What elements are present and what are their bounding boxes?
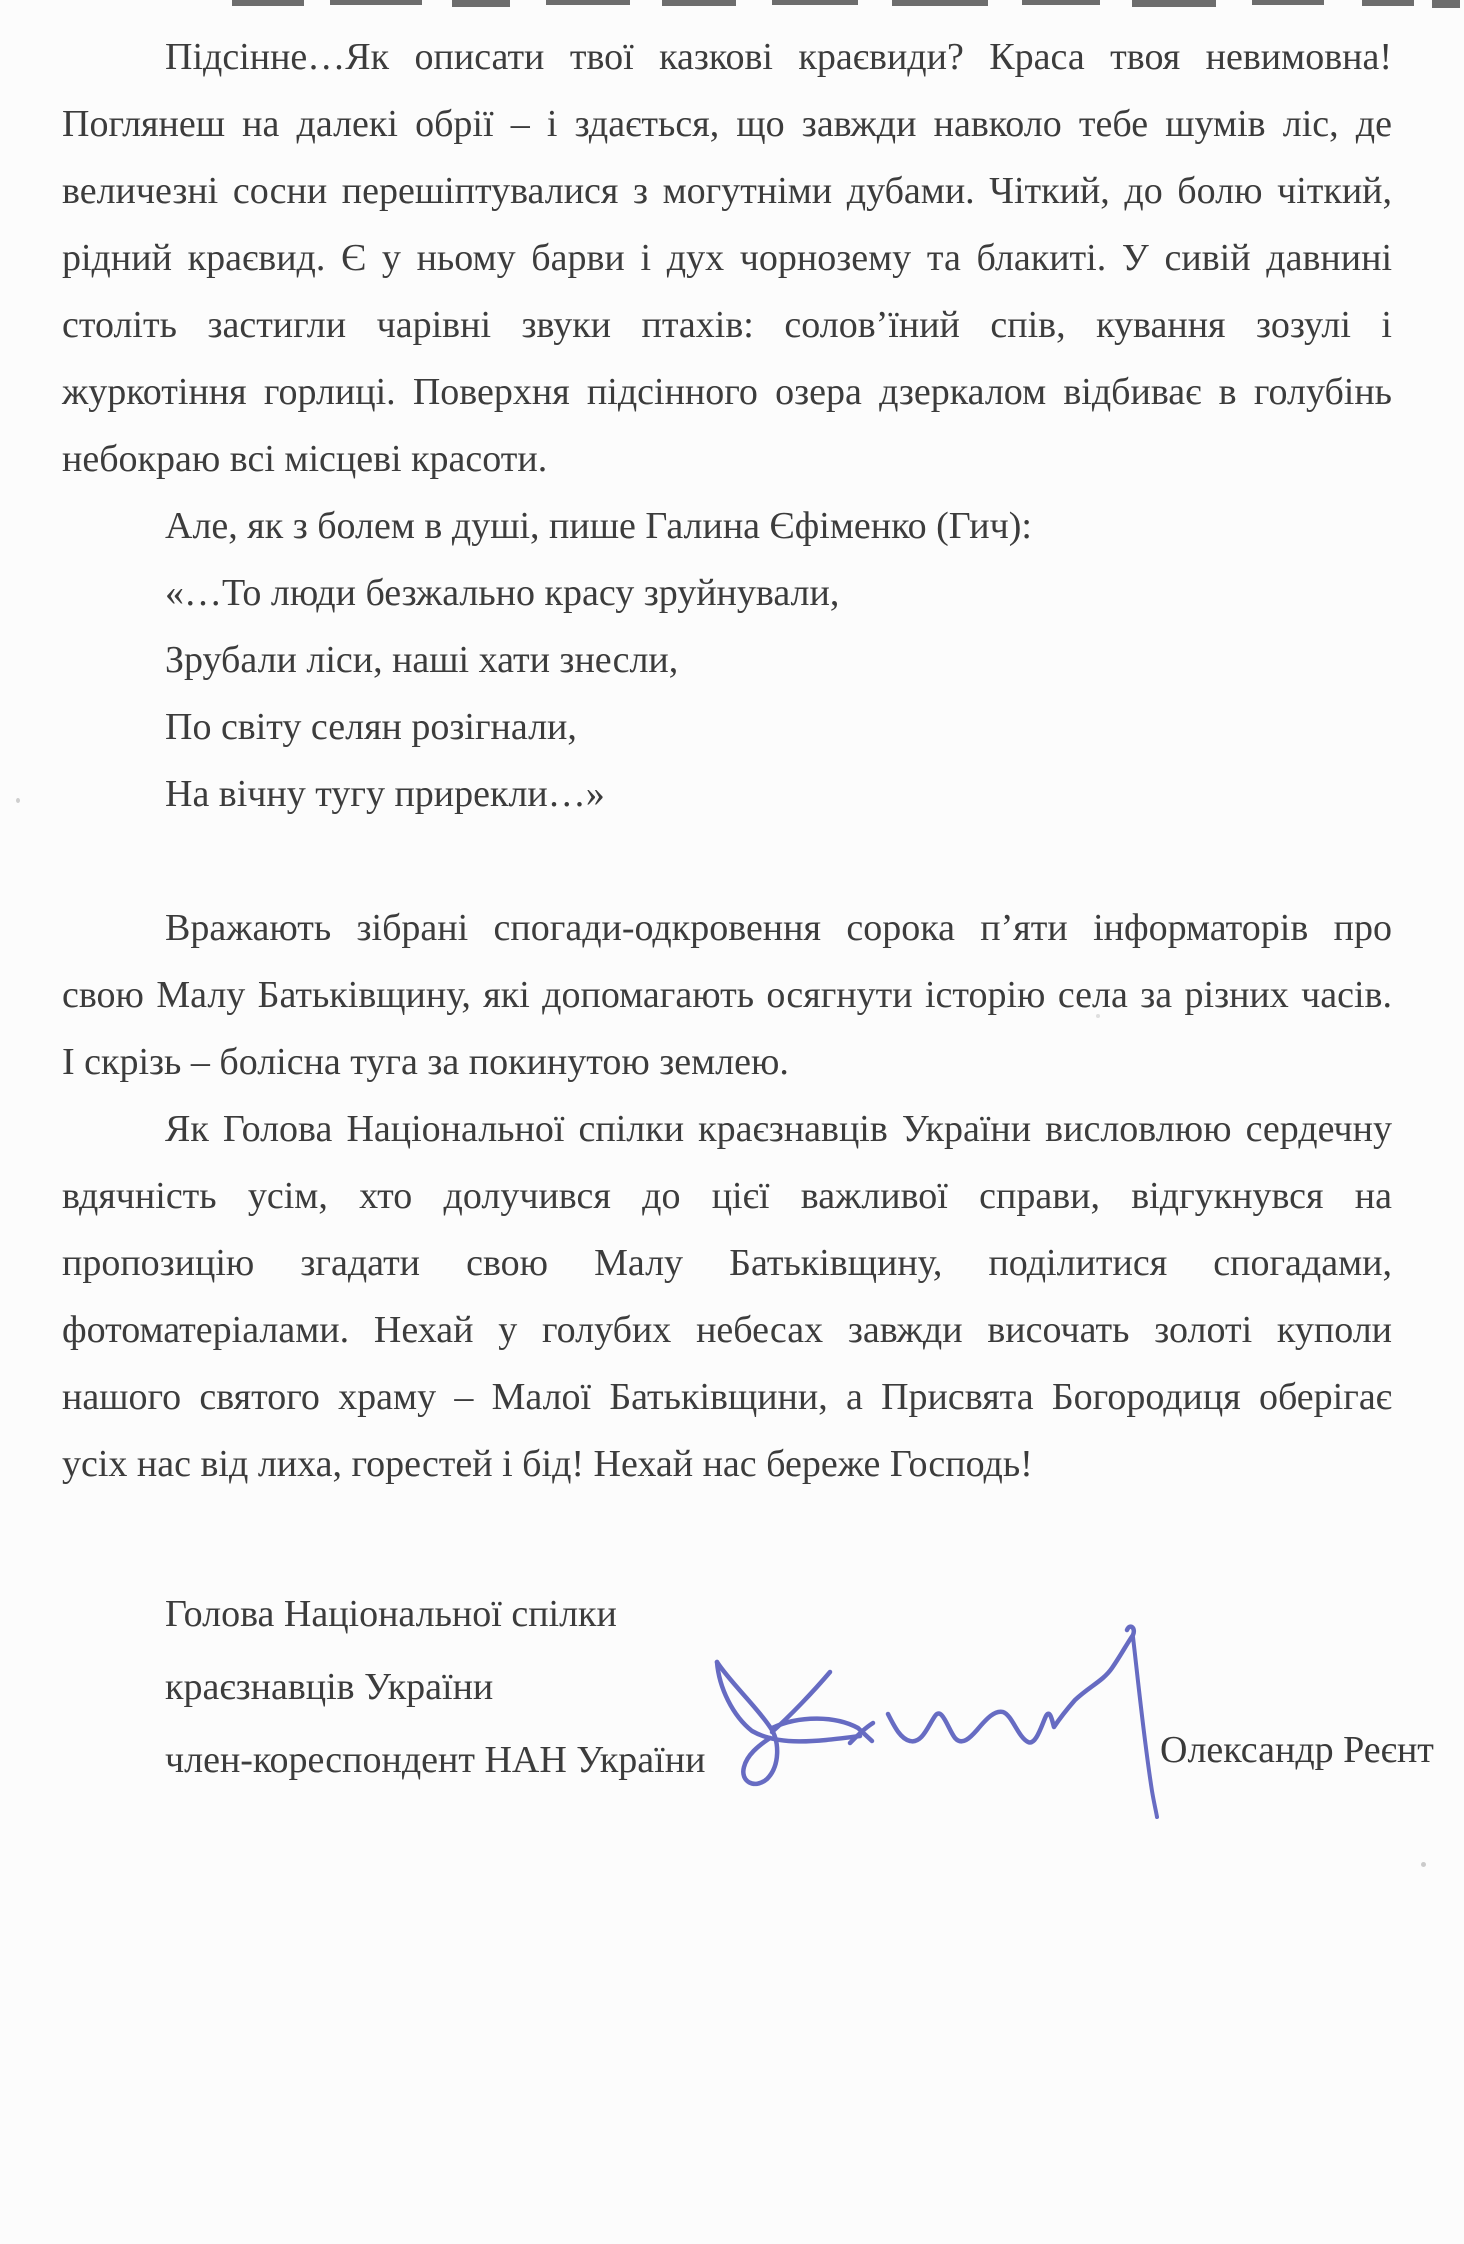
body-line: рідний краєвид. Є у ньому барви і дух чорнозему та блакиті. У сивій давнині [62,237,1392,279]
body-line: небокраю всі місцеві красоти. [62,438,548,480]
body-line: усіх нас від лиха, горестей і бід! Нехай нас береже Господь! [62,1443,1033,1485]
signer-title-line: Голова Національної спілки [165,1593,617,1635]
body-line: журкотіння горлиці. Поверхня підсінного озера дзеркалом відбиває в голубінь [62,371,1392,413]
poem-line: «…То люди безжально красу зруйнували, [165,572,840,614]
body-line: століть застигли чарівні звуки птахів: солов’їний спів, кування зозулі і [62,304,1392,346]
body-line: Поглянеш на далекі обрії – і здається, що завжди навколо тебе шумів ліс, де [62,103,1392,145]
body-line: величезні сосни перешіптувалися з могутніми дубами. Чіткий, до болю чіткий, [62,170,1392,212]
poem-line: По світу селян розігнали, [165,706,577,748]
signer-title-line [165,1724,1434,1797]
body-line: Як Голова Національної спілки краєзнавців України висловлюю сердечну [165,1108,1392,1150]
body-line: Підсінне…Як описати твої казкові краєвиди? Краса твоя невимовна! [165,36,1392,78]
poem-line: Зрубали ліси, наші хати знесли, [165,639,679,681]
signer-title-line: краєзнавців України [165,1666,494,1708]
body-line: Але, як з болем в душі, пише Галина Єфіменко (Гич): [165,505,1032,547]
scan-speck [1421,1862,1426,1867]
scan-speck [16,798,20,803]
body-line: фотоматеріалами. Нехай у голубих небесах завжди височать золоті куполи [62,1309,1392,1351]
body-line: Вражають зібрані спогади-одкровення сорока п’яти інформаторів про [165,907,1392,949]
body-line: І скрізь – болісна туга за покинутою землею. [62,1041,789,1083]
poem-line: На вічну тугу прирекли…» [165,773,605,815]
body-line: свою Малу Батьківщину, які допомагають осягнути історію села за різних часів. [62,974,1392,1016]
blank-line [62,828,1392,895]
blank-space [62,1498,1392,1578]
signature-block [62,1578,1434,1797]
letter-body [62,24,1434,1797]
signer-title-text: член-кореспондент НАН України [165,1739,706,1781]
body-line: вдячність усім, хто долучився до цієї важливої справи, відгукнувся на [62,1175,1392,1217]
signer-name: Олександр Реєнт [1160,1729,1434,1771]
body-line: нашого святого храму – Малої Батьківщини, а Присвята Богородиця оберігає [62,1376,1392,1418]
scan-speck [1096,1014,1100,1018]
cutoff-text-remnant [0,0,1464,8]
body-line: пропозицію згадати свою Малу Батьківщину, поділитися спогадами, [62,1242,1392,1284]
